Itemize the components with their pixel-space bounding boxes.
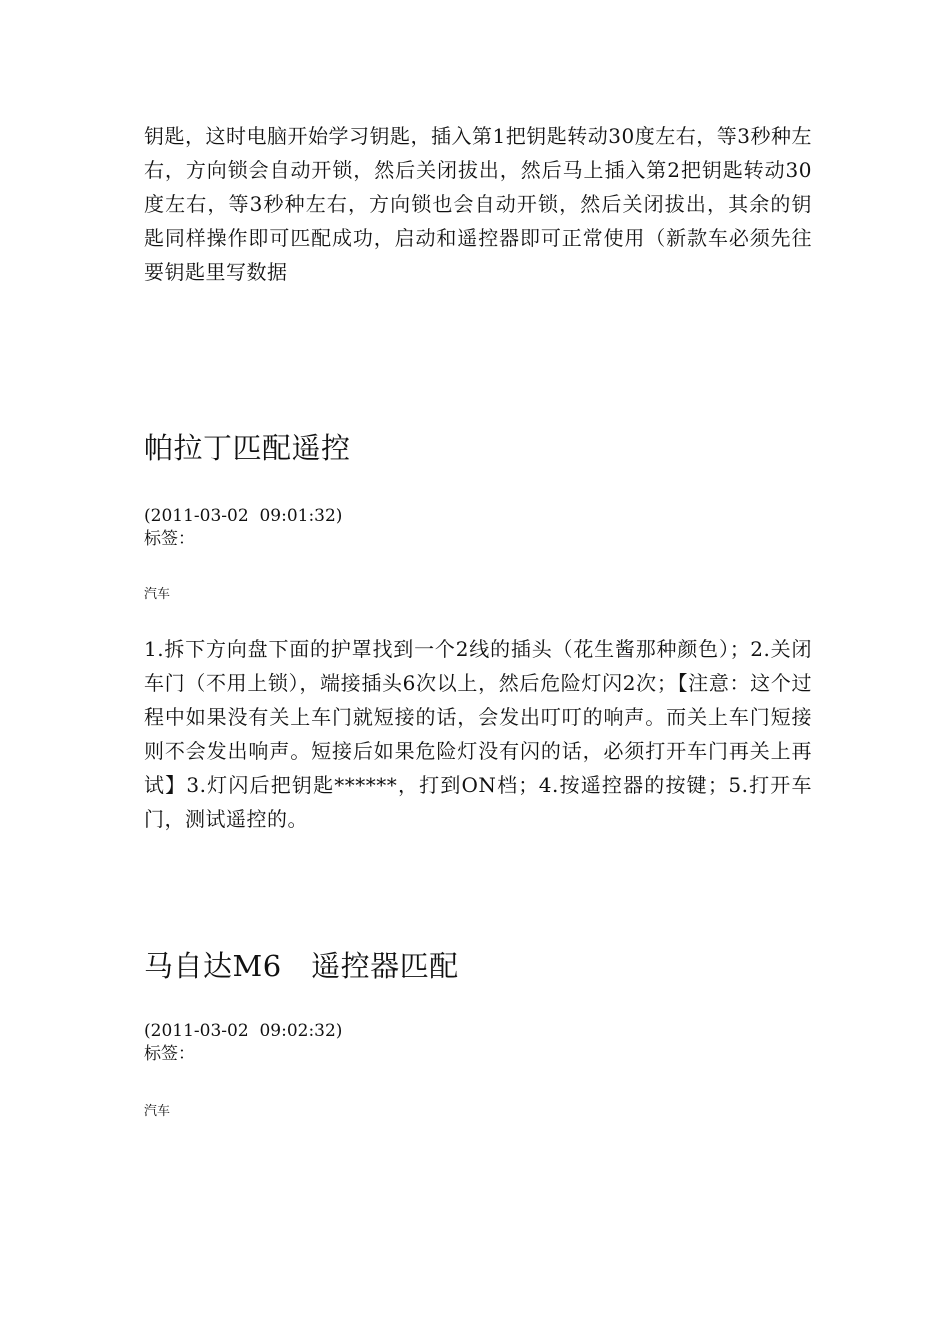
tags-label: 标签： [144,1044,195,1064]
section-title-palading: 帕拉丁匹配遥控 [144,431,351,465]
section-meta-mazda-m6 [144,1020,812,1066]
tags-label: 标签： [144,529,195,549]
section-meta-palading [144,505,812,551]
tag-link-car[interactable]: 汽车 [144,587,171,602]
post-timestamp: (2011-03-02 09:02:32) [144,1021,343,1041]
intro-paragraph: 钥匙，这时电脑开始学习钥匙，插入第1把钥匙转动30度左右，等3秒种左右，方向锁会自动开锁，然后关闭拔出，然后马上插入第2把钥匙转动30度左右，等3秒种左右，方向锁也会自动开锁，然后关闭拔出，其余的钥匙同样操作即可匹配成功，启动和遥控器即可正常使用（新款车必须先往要钥匙里写数据 [144,124,812,284]
post-timestamp: (2011-03-02 09:01:32) [144,506,343,526]
section-title-mazda-m6: 马自达M6 遥控器匹配 [144,949,459,983]
section-body-palading: 1.拆下方向盘下面的护罩找到一个2线的插头（花生酱那种颜色）；2.关闭车门（不用上锁），端接插头6次以上，然后危险灯闪2次；【注意：这个过程中如果没有关上车门就短接的话，会发出叮叮的响声。而关上车门短接则不会发出响声。短接后如果危险灯没有闪的话，必须打开车门再关上再试】3.灯闪后把钥匙******，打到ON档；4.按遥控器的按键；5.打开车门，测试遥控的。 [144,637,812,831]
tag-link-car[interactable]: 汽车 [144,1104,171,1119]
